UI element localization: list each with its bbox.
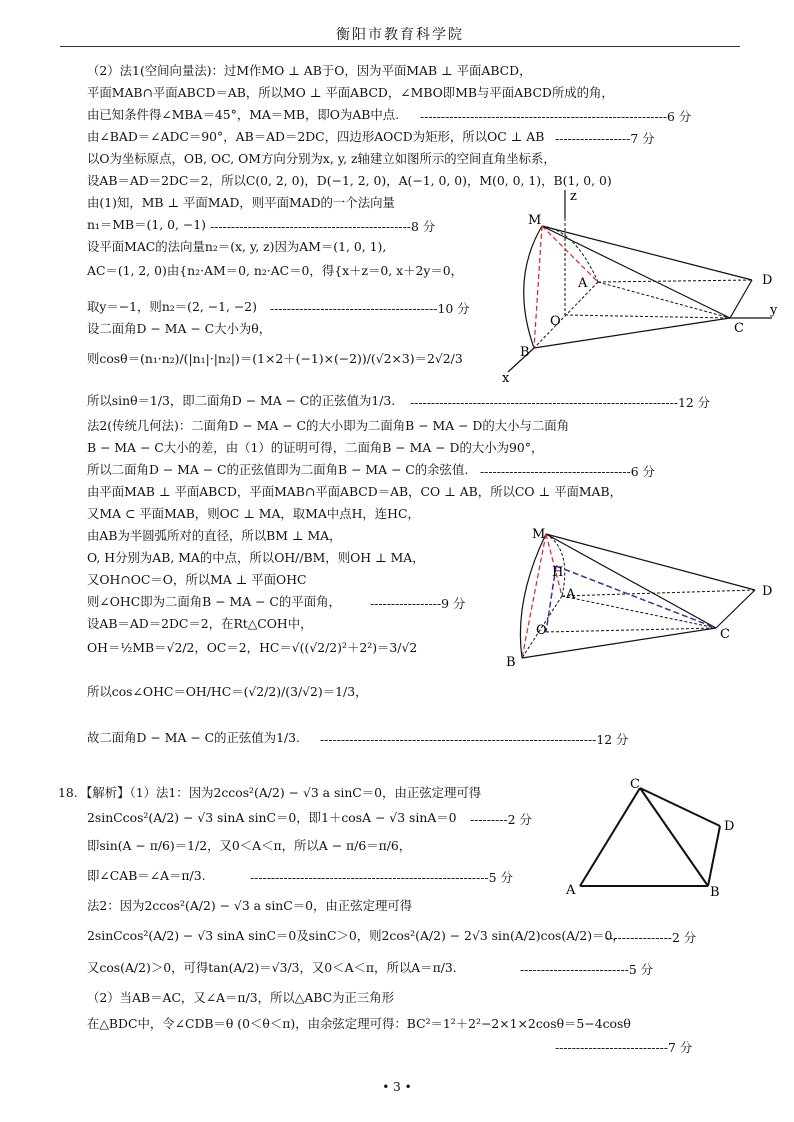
q18-line-6: 又cos(A/2)＞0，可得tan(A/2)＝√3/3，又0＜A＜π，所以A＝π/3.: [87, 960, 457, 975]
figure-geometric-solid: [500, 520, 790, 680]
fig3-label-a: A: [566, 883, 576, 898]
q18-score-3: ---------------------------------------------------------5 分: [250, 870, 513, 885]
fig2-label-c: C: [720, 627, 730, 642]
m1-line-7: n₁＝MB＝(1, 0, −1): [87, 217, 206, 232]
header-title: 衡阳市教育科学院: [336, 27, 464, 43]
page-number: • 3 •: [382, 1080, 412, 1094]
m1-line-4: 以O为坐标原点，OB, OC, OM方向分别为x, y, z轴建立如图所示的空间直角坐标系，: [87, 151, 556, 166]
fig2-label-h: H: [552, 565, 564, 580]
m2-line-2: 所以二面角D − MA − C的正弦值即为二面角B − MA − C的余弦值.: [87, 462, 469, 477]
fig3-edge-cb: [640, 788, 708, 886]
m1-line-2: 由已知条件得∠MBA＝45°，MA＝MB，即O为AB中点.: [87, 107, 400, 122]
m1-line-9: AC＝(1, 2, 0)由{n₂·AM＝0, n₂·AC＝0，得{x＋z＝0, x＋2y＝0，: [87, 263, 464, 278]
q18-score-9: ---------------------------7 分: [555, 1040, 693, 1055]
fig1-label-x: x: [502, 371, 510, 386]
m2-score-8: -----------------9 分: [370, 596, 466, 611]
q18-line-8: 在△BDC中，令∠CDB＝θ (0＜θ＜π)，由余弦定理可得：BC²＝1²＋2²−2×1×2cosθ＝5−4cosθ: [87, 1016, 631, 1031]
fig1-edge-bc: [534, 318, 730, 348]
m1-line-0: （2）法1(空间向量法)：过M作MO ⊥ AB于O，因为平面MAB ⊥ 平面ABCD，: [87, 63, 532, 78]
m2-line-3: 由平面MAB ⊥ 平面ABCD，平面MAB∩平面ABCD＝AB，CO ⊥ AB，所以CO ⊥ 平面MAB，: [87, 484, 623, 499]
q18-line-7: （2）当AB＝AC，又∠A＝π/3，所以△ABC为正三角形: [87, 990, 395, 1005]
m1-line-11: 设二面角D − MA − C大小为θ，: [87, 321, 272, 336]
m1-line-5: 设AB＝AD＝2DC＝2，所以C(0, 2, 0)，D(−1, 2, 0)，A(−1, 0, 0)，M(0, 0, 1)，B(1, 0, 0): [87, 173, 612, 188]
m1-score-10: ----------------------------------------10 分: [270, 301, 470, 316]
fig2-label-o: O: [536, 623, 547, 638]
m2-score-12: ------------------------------------------------------------------12 分: [320, 732, 629, 747]
fig2-edge-md: [546, 534, 755, 590]
m1-line-10: 取y＝−1，则n₂＝(2, −1, −2): [87, 299, 258, 314]
figure-coordinate-solid: [490, 190, 790, 390]
m1-score-7: ------------------------------------------------8 分: [210, 219, 436, 234]
fig2-label-d: D: [762, 584, 773, 599]
q18-line-3: 即∠CAB＝∠A＝π/3.: [87, 868, 206, 883]
fig1-label-z: z: [570, 189, 577, 204]
fig1-semicircle-arc: [524, 226, 542, 348]
fig1-edge-oc: [565, 315, 730, 318]
fig2-label-b: B: [506, 655, 516, 670]
m2-line-1: B − MA − C大小的差，由（1）的证明可得，二面角B − MA − D的大小为90°，: [87, 440, 544, 455]
m1-line-6: 由(1)知，MB ⊥ 平面MAD，则平面MAD的一个法向量: [87, 195, 395, 210]
m2-line-0: 法2(传统几何法)：二面角D − MA − C的大小即为二面角B − MA − D的大小与二面角: [87, 418, 570, 433]
m1-line-1: 平面MAB∩平面ABCD＝AB，所以MO ⊥ 平面ABCD，∠MBO即MB与平面ABCD所成的角，: [87, 85, 614, 100]
m2-line-8: 则∠OHC即为二面角B − MA − C的平面角，: [87, 594, 341, 609]
m2-line-9: 设AB＝AD＝2DC＝2，在Rt△COH中，: [87, 616, 313, 631]
fig3-edge-db: [708, 826, 720, 886]
fig1-label-m: M: [528, 213, 542, 228]
m2-line-11: 所以cos∠OHC＝OH/HC＝(√2/2)/(3/√2)＝1/3，: [87, 684, 368, 699]
fig1-red-mb: [534, 226, 542, 348]
m1-score-2: -----------------------------------------------------------6 分: [420, 109, 692, 124]
m1-line-3: 由∠BAD＝∠ADC＝90°，AB＝AD＝2DC，四边形AOCD为矩形，所以OC ⊥ AB: [87, 129, 545, 144]
fig1-label-d: D: [762, 273, 773, 288]
fig1-label-b: B: [520, 345, 530, 360]
fig3-label-b: B: [710, 885, 720, 900]
m1-score-3: ------------------7 分: [555, 131, 655, 146]
m1-score-13: ----------------------------------------------------------------12 分: [410, 395, 711, 410]
fig2-edge-mc: [546, 534, 716, 628]
fig2-purple-hc: [556, 566, 716, 628]
m2-score-2: ------------------------------------6 分: [480, 464, 655, 479]
fig2-edge-ac: [562, 596, 716, 628]
fig1-label-a: A: [578, 276, 588, 291]
fig2-edge-cd: [716, 590, 755, 628]
fig3-label-d: D: [724, 819, 735, 834]
fig2-label-a: A: [566, 587, 576, 602]
fig1-edge-cd: [730, 280, 752, 318]
m2-line-5: 由AB为半圆弧所对的直径，所以BM ⊥ MA，: [87, 528, 342, 543]
fig1-label-y: y: [770, 303, 778, 318]
m2-line-10: OH＝½MB＝√2/2，OC＝2，HC＝√((√2/2)²＋2²)＝3/√2: [87, 640, 418, 655]
fig2-label-m: M: [532, 527, 546, 542]
page-header: [60, 24, 740, 47]
q18-line-4: 法2：因为2ccos²(A/2) − √3 a sinC＝0，由正弦定理可得: [87, 898, 413, 913]
fig3-label-c: C: [630, 777, 640, 792]
fig3-edge-ca: [580, 788, 640, 886]
q18-line-5: 2sinCcos²(A/2) − √3 sinA sinC＝0及sinC＞0，则2cos²(A/2) − 2√3 sin(A/2)cos(A/2)＝0，: [87, 928, 625, 943]
fig2-edge-bc: [522, 628, 716, 658]
q18-line-2: 即sin(A − π/6)＝1/2，又0＜A＜π，所以A − π/6＝π/6，: [87, 838, 412, 853]
q18-line-1: 2sinCcos²(A/2) − √3 sinA sinC＝0，即1＋cosA − √3 sinA＝0: [87, 810, 457, 825]
q18-line-0: 【解析】（1）法1：因为2ccos²(A/2) − √3 a sinC＝0，由正弦定理可得: [80, 785, 482, 800]
fig1-edge-ac: [598, 282, 730, 318]
fig2-edge-ad: [562, 590, 755, 596]
fig1-red-ma: [542, 226, 598, 282]
figure-triangle: [560, 778, 750, 898]
m1-line-8: 设平面MAC的法向量n₂＝(x, y, z)因为AM＝(1, 0, 1),: [87, 239, 387, 254]
fig1-edge-ad: [598, 280, 752, 282]
fig1-edge-md: [542, 226, 752, 280]
q18-score-5: ----------------2 分: [605, 930, 697, 945]
m1-line-13: 所以sinθ＝1/3，即二面角D − MA − C的正弦值为1/3.: [87, 393, 396, 408]
q18-score-6: --------------------------5 分: [520, 962, 654, 977]
fig1-label-o: O: [550, 314, 561, 329]
fig1-label-c: C: [734, 321, 744, 336]
m2-line-12: 故二面角D − MA − C的正弦值为1/3.: [87, 730, 300, 745]
m2-line-6: O, H分别为AB, MA的中点，所以OH//BM，则OH ⊥ MA，: [87, 550, 425, 565]
m2-line-4: 又MA ⊂ 平面MAB，则OC ⊥ MA，取MA中点H，连HC，: [87, 506, 420, 521]
q18-score-1: ---------2 分: [470, 812, 532, 827]
q18-number: 18.: [58, 785, 78, 800]
m2-line-7: 又OH∩OC＝O，所以MA ⊥ 平面OHC: [87, 572, 307, 587]
m1-line-12: 则cosθ＝(n₁·n₂)/(|n₁|·|n₂|)＝(1×2＋(−1)×(−2))/(√2×3)＝2√2/3: [87, 351, 463, 366]
